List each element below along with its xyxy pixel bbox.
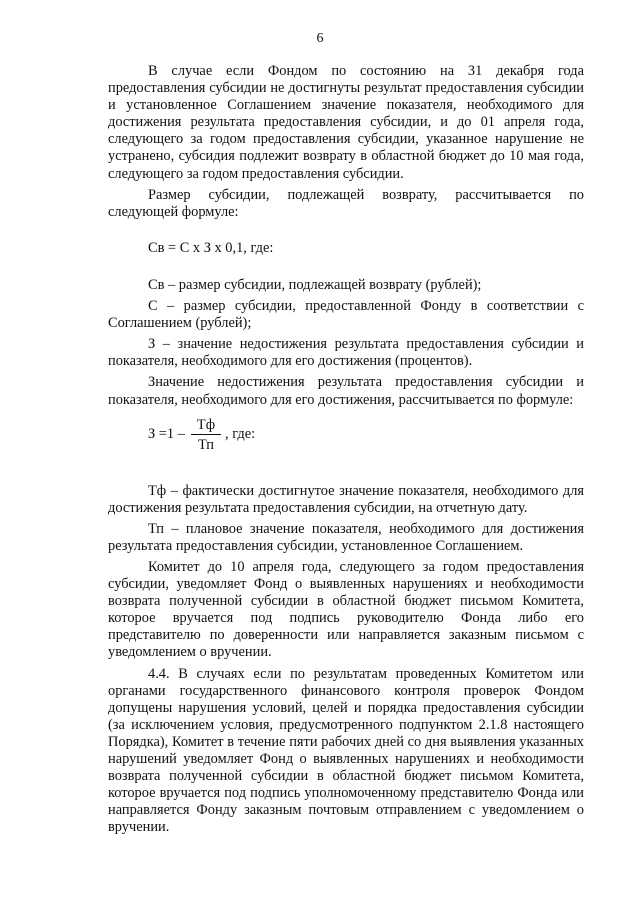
formula-z <box>108 417 584 453</box>
formula-z-fraction <box>191 417 221 453</box>
definition-tp: Тп – плановое значение показателя, необходимого для достижения результата предоставления субсидии, установленное Соглашением. <box>108 520 584 554</box>
definition-tf: Тф – фактически достигнутое значение показателя, необходимого для достижения результата предоставления субсидии, на отчетную дату. <box>108 482 584 516</box>
paragraph-refund-formula-intro: Размер субсидии, подлежащей возврату, рассчитывается по следующей формуле: <box>108 186 584 220</box>
definition-z: З – значение недостижения результата предоставления субсидии и показателя, необходимого для его достижения (процентов). <box>108 336 584 370</box>
definition-s: С – размер субсидии, предоставленной Фонду в соответствии с Соглашением (рублей); <box>108 298 584 332</box>
formula-z-numerator: Тф <box>191 417 221 435</box>
formula-z-denominator: Тп <box>198 436 214 453</box>
paragraph-committee-notice: Комитет до 10 апреля года, следующего за годом предоставления субсидии, уведомляет Фонд о выявленных нарушениях и необходимости возврата полученной субсидии в областной бюджет письмом Комитета, которое вручается под подпись руководителю Фонда либо его представителю по доверенности или направляется заказным письмом с уведомлением о вручении. <box>108 558 584 661</box>
formula-z-suffix: , где: <box>225 426 256 443</box>
formula-z-lhs: З =1 – <box>148 426 185 443</box>
page-number: 6 <box>316 31 324 46</box>
definition-sv: Св – размер субсидии, подлежащей возврату (рублей); <box>148 276 482 293</box>
paragraph-4-4: 4.4. В случаях если по результатам проведенных Комитетом или органами государственного финансового контроля проверок Фондом допущены нарушения условий, целей и порядка предоставления субсидии (за исключением условия, предусмотренного подпунктом 2.1.8 настоящего Порядка), Комитет в течение пяти рабочих дней со дня выявления указанных нарушений уведомляет Фонд о выявленных нарушениях и необходимости возврата полученной субсидии в областной бюджет письмом Комитета, которое вручается под подпись уполномоченному представителю Фонда или направляется Фонду заказным почтовым отправлением с уведомлением о вручении. <box>108 665 584 836</box>
paragraph-refund-condition: В случае если Фондом по состоянию на 31 декабря года предоставления субсидии не достигнуты результат предоставления субсидии и установленное Соглашением значение показателя, необходимого для достижения результата предоставления субсидии, и до 01 апреля года, следующего за годом предоставления субсидии, указанное нарушение не устранено, субсидия подлежит возврату в областной бюджет до 10 мая года, следующего за годом предоставления субсидии. <box>108 63 584 182</box>
formula-refund: Св = С х З х 0,1, где: <box>148 239 274 256</box>
paragraph-z-formula-intro: Значение недостижения результата предоставления субсидии и показателя, необходимого для его достижения, рассчитывается по формуле: <box>108 374 584 408</box>
